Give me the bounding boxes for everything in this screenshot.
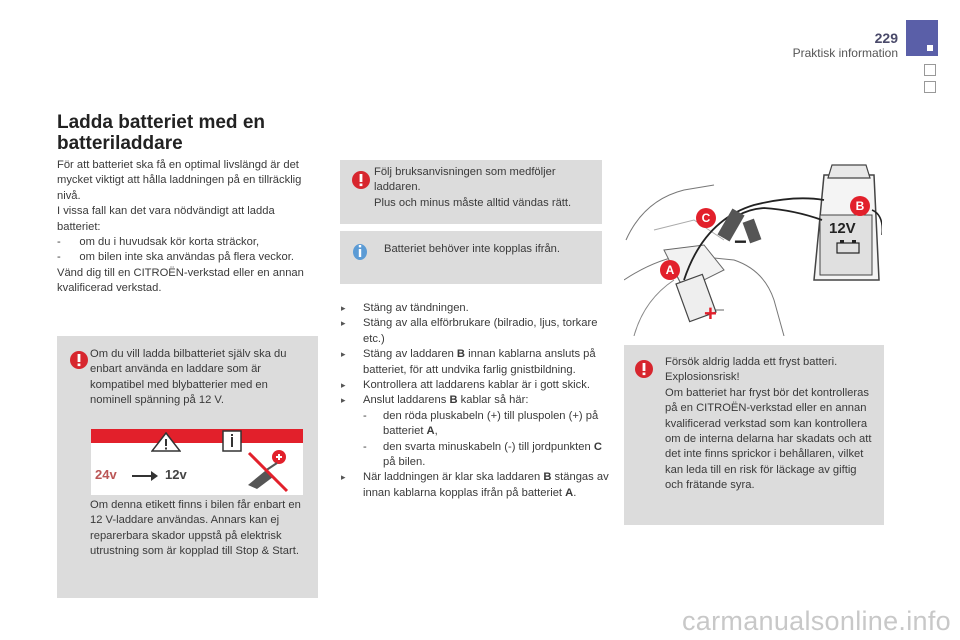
intro-list-item: - om du i huvudsak kör korta sträckor, xyxy=(57,236,260,249)
intro-paragraph-2: I vissa fall kan det vara nödvändigt att ladda batteriet: xyxy=(57,205,275,233)
section-title: Praktisk information xyxy=(792,46,898,60)
manual-book-icon xyxy=(221,430,243,452)
plus-sign: + xyxy=(704,301,717,326)
charger-voltage: 12V xyxy=(829,220,856,237)
tab-outline-1 xyxy=(924,64,936,76)
step-sub-item: - den röda pluskabeln (+) till pluspolen (+) på batteriet A, xyxy=(363,409,599,438)
warning-right-text: Försök aldrig ladda ett fryst batteri. Explosionsrisk! Om batteriet har fryst bör det kontrolleras på en CITROËN-verkstad eller en annan kvalificerad verkstad som kan kontrollera om de interna delarna har skadats och att det inte finns sprickor i behållaren, vilket kan leda till en risk för läckage av giftig och frätande syra. xyxy=(665,356,872,492)
jumper-clamp-icon xyxy=(243,447,293,493)
charging-steps xyxy=(341,301,609,501)
marker-a: A xyxy=(660,260,680,280)
warning-box-middle xyxy=(340,160,602,224)
info-box-middle xyxy=(340,231,602,284)
warning-icon xyxy=(634,359,654,379)
label-red-bar xyxy=(91,429,303,443)
warning-box-right xyxy=(624,345,884,525)
voltage-label-image xyxy=(91,429,303,495)
watermark: carmanualsonline.info xyxy=(682,606,951,636)
warning-middle-text: Följ bruksanvisningen som medföljer laddaren. Plus och minus måste alltid vändas rätt. xyxy=(374,166,572,209)
step-item: ▸ Stäng av alla elförbrukare (bilradio, ljus, torkare etc.) xyxy=(341,317,598,345)
step-marker-icon: ▸ xyxy=(341,395,346,406)
warning-icon xyxy=(69,350,89,370)
step-sub-item: - den svarta minuskabeln (-) till jordpunkten C på bilen. xyxy=(363,440,602,469)
intro-paragraph-1: För att batteriet ska få en optimal livslängd är det mycket viktigt att hålla laddningen på en tillräcklig nivå. xyxy=(57,159,302,202)
marker-c: C xyxy=(696,208,716,228)
intro-list-item: - om bilen inte ska användas på flera veckor. xyxy=(57,251,294,264)
right-voltage: 12v xyxy=(165,467,187,482)
marker-b: B xyxy=(850,196,870,216)
step-marker-icon: ▸ xyxy=(341,380,346,391)
info-icon xyxy=(350,241,370,261)
step-marker-icon: ▸ xyxy=(341,472,346,483)
tab-marker xyxy=(927,45,933,51)
step-item: ▸ Kontrollera att laddarens kablar är i gott skick. xyxy=(341,378,609,393)
left-voltage: 24v xyxy=(95,467,117,482)
battery-symbol-icon xyxy=(836,240,860,254)
step-item: ▸ När laddningen är klar ska laddaren B stängas av innan kablarna kopplas ifrån på batteriet A. xyxy=(341,471,609,499)
warning-icon xyxy=(351,170,371,190)
info-middle-text: Batteriet behöver inte kopplas ifrån. xyxy=(384,243,560,255)
warning-box-left xyxy=(57,336,318,598)
step-marker-icon: ▸ xyxy=(341,303,346,313)
step-item: ▸ Anslut laddarens B kablar så här: xyxy=(341,393,609,408)
step-item: ▸ Stäng av laddaren B innan kablarna ansluts på batteriet, för att undvika farlig gnistbildning. xyxy=(341,348,596,376)
intro-text xyxy=(57,158,319,297)
label-note-text: Om denna etikett finns i bilen får enbart en 12 V-laddare användas. Annars kan ej reparerbara skador uppstå på elektrisk utrustning som är kopplad till Stop & Start. xyxy=(90,499,301,558)
warning-left-text: Om du vill ladda bilbatteriet själv ska du enbart använda en laddare som är kompatibel med blybatterier med en nominell spänning på 12 V. xyxy=(90,348,287,407)
intro-paragraph-3: Vänd dig till en CITROËN-verkstad eller en annan kvalificerad verkstad. xyxy=(57,266,304,295)
battery-charger-illustration xyxy=(624,160,882,336)
page-number: 229 xyxy=(874,30,898,46)
step-marker-icon: ▸ xyxy=(341,318,346,329)
step-marker-icon: ▸ xyxy=(341,349,346,360)
step-item: ▸ Stäng av tändningen. xyxy=(341,301,609,316)
page-title: Ladda batteriet med en batteriladdare xyxy=(57,112,265,154)
arrow-right-icon xyxy=(131,469,159,483)
tab-outline-2 xyxy=(924,81,936,93)
minus-sign: − xyxy=(734,229,747,254)
caution-triangle-icon xyxy=(151,432,181,452)
chapter-tab xyxy=(906,20,938,56)
